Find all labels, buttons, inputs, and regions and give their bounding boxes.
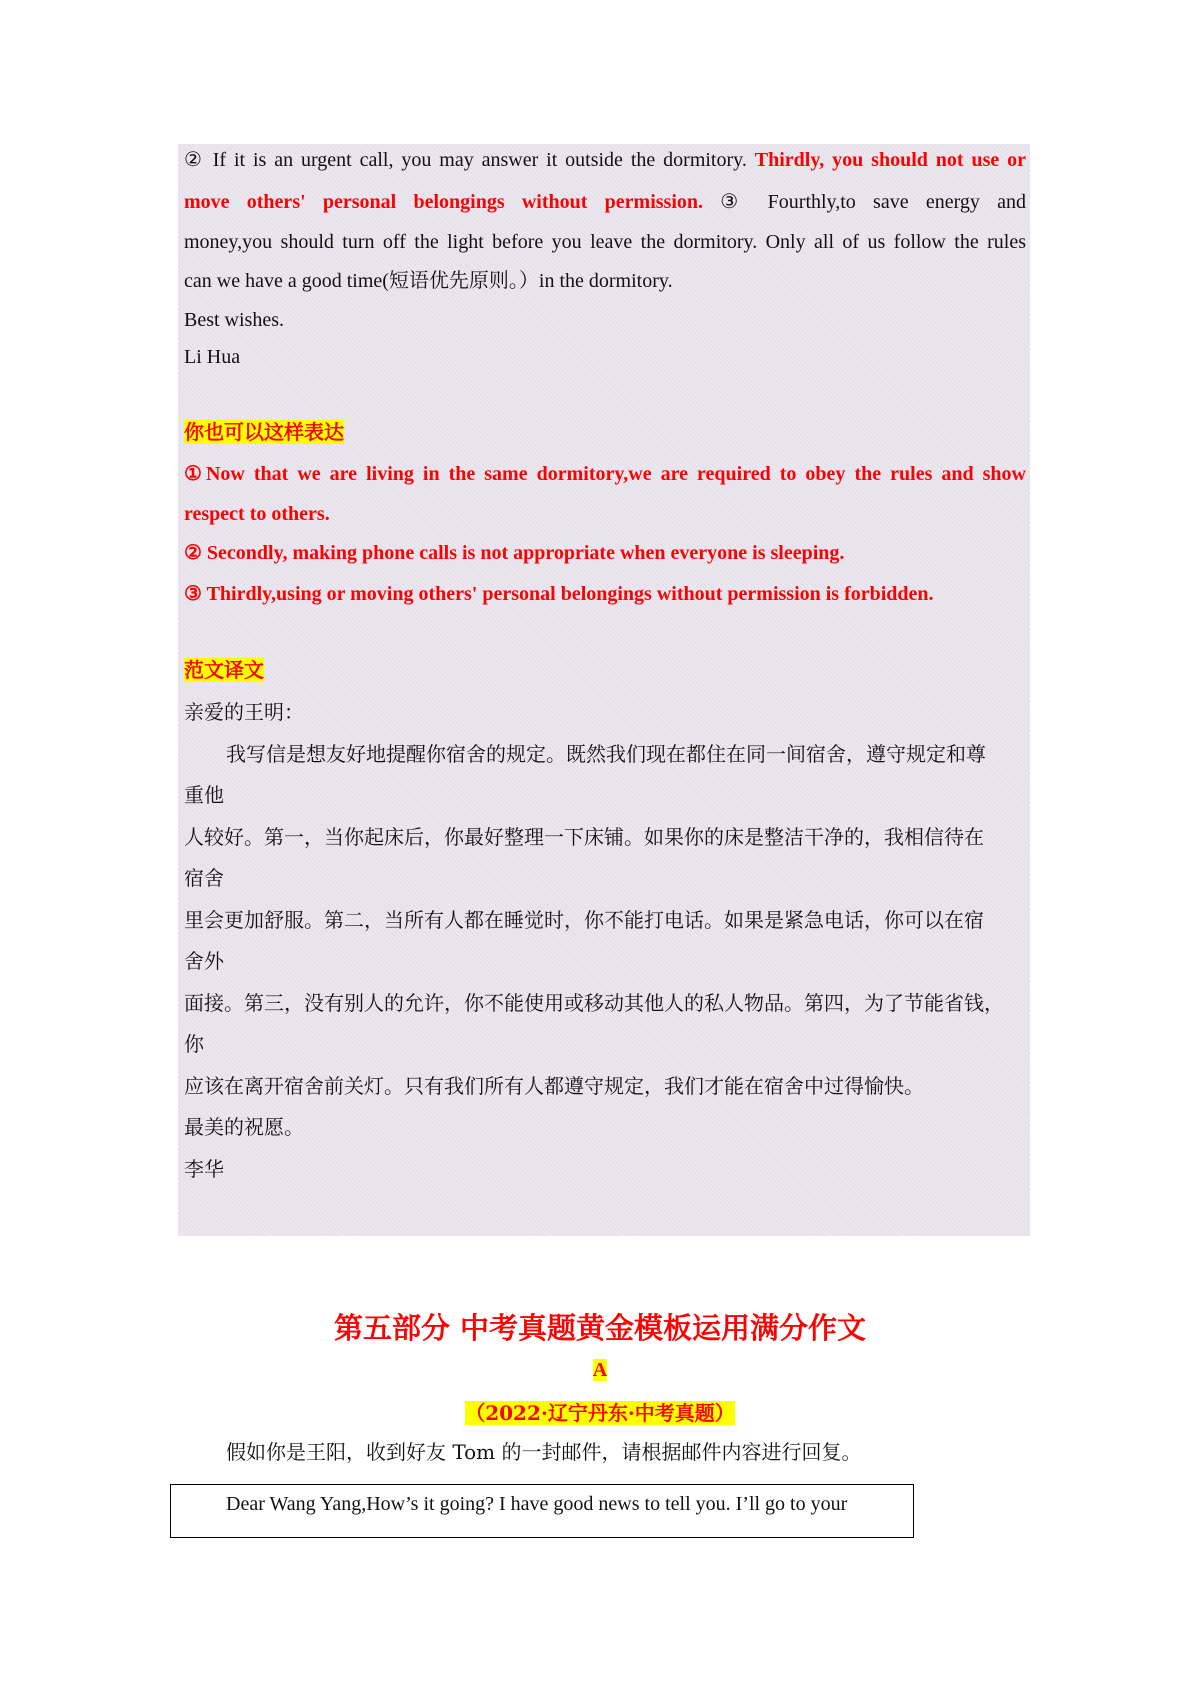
translation-line: 人较好。第一，当你起床后，你最好整理一下床铺。如果你的床是整洁干净的，我相信待在 — [184, 825, 984, 849]
translation-line: 我写信是想友好地提醒你宿舍的规定。既然我们现在都住在同一间宿舍，遵守规定和尊 — [226, 742, 986, 766]
essay-line-1: ② If it is an urgent call, you may answer it outside the dormitory. Thirdly, you should not use or — [184, 149, 1027, 171]
translation-line: 舍外 — [184, 949, 224, 973]
section-title: 第五部分 中考真题黄金模板运用满分作文 — [333, 1311, 867, 1345]
alt-expression-2: ② Secondly, making phone calls is not appropriate when everyone is sleeping. — [184, 542, 845, 564]
essay-signature: Li Hua — [184, 346, 241, 368]
translation-line: 面接。第三，没有别人的允许，你不能使用或移动其他人的私人物品。第四，为了节能省钱， — [184, 991, 1004, 1015]
alt-expression-3: ③ Thirdly,using or moving others' personal belongings without permission is forbidden. — [184, 583, 934, 605]
alt-heading-row — [184, 420, 1026, 445]
translation-line: 你 — [184, 1032, 204, 1056]
essay-line-2: move others' personal belongings without permission. ③ Fourthly,to save energy and — [184, 191, 1026, 213]
section-label-row — [0, 1359, 1200, 1382]
translation-line: 应该在离开宿舍前关灯。只有我们所有人都遵守规定，我们才能在宿舍中过得愉快。 — [184, 1074, 924, 1098]
translation-heading: 范文译文 — [184, 658, 264, 682]
email-text: Dear Wang Yang,How’s it going? I have good news to tell you. I’ll go to your — [226, 1493, 848, 1515]
alt-expression-1b: respect to others. — [184, 503, 330, 525]
alt-heading: 你也可以这样表达 — [184, 420, 344, 444]
translation-line: 重他 — [184, 783, 224, 807]
essay-line-4: can we have a good time(短语优先原则。）in the dormitory. — [184, 270, 673, 292]
task-prompt: 假如你是王阳，收到好友 Tom 的一封邮件，请根据邮件内容进行回复。 — [226, 1440, 862, 1464]
section-label: A — [592, 1359, 608, 1381]
essay-closing: Best wishes. — [184, 309, 284, 331]
essay-line-3: money,you should turn off the light before you leave the dormitory. Only all of us follow the rules — [184, 231, 1026, 253]
translation-heading-row — [184, 658, 1026, 683]
translation-closing: 最美的祝愿。 — [184, 1115, 304, 1139]
translation-greeting: 亲爱的王明： — [184, 700, 304, 724]
exam-source-row — [0, 1397, 1200, 1426]
translation-line: 宿舍 — [184, 866, 224, 890]
exam-source: （2022·辽宁丹东·中考真题） — [465, 1401, 735, 1425]
alt-expression-1a: ①Now that we are living in the same dormitory,we are required to obey the rules and show — [184, 463, 1026, 485]
translation-line: 里会更加舒服。第二，当所有人都在睡觉时，你不能打电话。如果是紧急电话，你可以在宿 — [184, 908, 984, 932]
translation-signature: 李华 — [184, 1157, 224, 1181]
